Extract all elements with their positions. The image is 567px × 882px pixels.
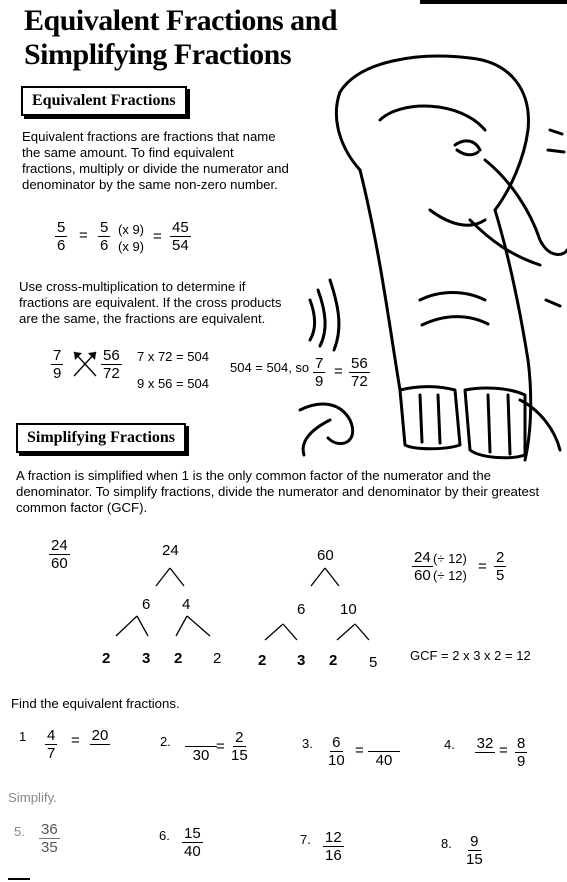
page-title-line1: Equivalent Fractions and — [24, 4, 338, 37]
equivalent-fractions-heading: Equivalent Fractions — [21, 86, 187, 116]
simplifying-fractions-heading: Simplifying Fractions — [16, 423, 186, 453]
cross-multiplication-paragraph — [19, 279, 281, 327]
exercise-number: 7. — [300, 832, 311, 847]
paragraph-line: Use cross-multiplication to determine if — [19, 279, 246, 294]
exercise-1-fraction-b: 20 — [91, 727, 109, 744]
elephant-illustration — [270, 50, 567, 480]
exercise-number: 6. — [159, 828, 170, 843]
exercise-6-fraction: $\frac{15}{40}$ — [184, 825, 201, 860]
tree-leaf: 2 — [174, 650, 183, 667]
exercise-1-fraction-a: $\frac{4}{7}$ — [47, 727, 56, 762]
tree-node: 6 — [297, 601, 306, 618]
tree-node: 10 — [340, 601, 357, 618]
cross-multiply-arrows-icon — [72, 350, 98, 378]
exercise-3-fraction-b: 40 — [368, 734, 400, 769]
exercise-2-fraction-b: $\frac{2}{15}$ — [231, 729, 248, 764]
exercise-number: 5. — [14, 824, 25, 839]
gcf-equation: GCF = 2 x 3 x 2 = 12 — [410, 648, 531, 663]
page-title-line2: Simplifying Fractions — [24, 38, 292, 71]
tree-leaf: 2 — [213, 650, 222, 667]
equals-sign: = — [216, 738, 225, 755]
exercise-4-fraction-b: $\frac{8}{9}$ — [517, 735, 526, 770]
division-fraction: $\frac{24}{60}$ — [414, 549, 431, 584]
division-result-fraction: $\frac{2}{5}$ — [496, 549, 505, 584]
exercise-8-fraction: $\frac{9}{15}$ — [466, 833, 483, 868]
tree-leaf: 2 — [329, 652, 338, 669]
example-fraction-3: $\frac{45}{54}$ — [172, 219, 189, 254]
tree-node: 4 — [182, 596, 191, 613]
tree-leaf: 3 — [297, 652, 306, 669]
paragraph-line: denominator. To simplify fractions, divide the numerator and denominator by their greatest — [16, 484, 540, 499]
paragraph-line: fractions are equivalent. If the cross products — [19, 295, 282, 310]
exercise-number: 4. — [444, 737, 455, 752]
equals-sign: = — [79, 227, 88, 244]
tree-leaf: 2 — [258, 652, 267, 669]
exercise-number: 8. — [441, 836, 452, 851]
cross-product-2: 9 x 56 = 504 — [137, 376, 209, 391]
example-fraction-2: $\frac{5}{6}$ — [100, 219, 109, 254]
exercise-number: 1 — [19, 729, 27, 744]
simplifying-paragraph — [16, 468, 564, 516]
find-equivalent-instruction: Find the equivalent fractions. — [11, 696, 180, 711]
equals-sign: = — [355, 742, 364, 759]
paragraph-line: A fraction is simplified when 1 is the only common factor of the numerator and the — [16, 468, 491, 483]
paragraph-line: denominator by the same non-zero number. — [22, 177, 278, 192]
tree-leaf: 3 — [142, 650, 151, 667]
exercise-4-fraction-a: 32 — [476, 735, 494, 752]
tree-node: 6 — [142, 596, 151, 613]
cross-product-1: 7 x 72 = 504 — [137, 349, 209, 364]
exercise-3-fraction-a: $\frac{6}{10}$ — [328, 734, 345, 769]
simplify-instruction: Simplify. — [8, 790, 57, 805]
cross-fraction-a: $\frac{7}{9}$ — [53, 347, 62, 382]
equals-sign: = — [334, 363, 343, 380]
paragraph-line: common factor (GCF). — [16, 500, 148, 515]
cross-conclusion: 504 = 504, so — [230, 360, 310, 375]
tree-node: 60 — [317, 547, 334, 564]
paragraph-line: the same amount. To find equivalent — [22, 145, 234, 160]
divisor-denominator: (÷ 12) — [433, 568, 467, 583]
cross-fraction-c: $\frac{7}{9}$ — [315, 355, 324, 390]
tree-leaf: 5 — [369, 654, 378, 671]
paragraph-line: fractions, multiply or divide the numerator and — [22, 161, 289, 176]
exercise-2-fraction-a: 30 — [185, 729, 217, 764]
exercise-5-fraction: $\frac{36}{35}$ — [41, 821, 58, 856]
cross-fraction-d: $\frac{56}{72}$ — [351, 355, 368, 390]
bottom-rule — [8, 878, 30, 880]
cross-fraction-b: $\frac{56}{72}$ — [103, 347, 120, 382]
multiplier-numerator: (x 9) — [118, 222, 144, 237]
equals-sign: = — [71, 732, 80, 749]
exercise-number: 3. — [302, 736, 313, 751]
paragraph-line: are the same, the fractions are equivalent. — [19, 311, 266, 326]
tree-leaf: 2 — [102, 650, 111, 667]
exercise-7-fraction: $\frac{12}{16}$ — [325, 829, 342, 864]
paragraph-line: Equivalent fractions are fractions that name — [22, 129, 276, 144]
equivalent-paragraph — [22, 129, 289, 193]
equals-sign: = — [153, 228, 162, 245]
equals-sign: = — [478, 558, 487, 575]
simplify-example-fraction: $\frac{24}{60}$ — [51, 537, 68, 572]
multiplier-denominator: (x 9) — [118, 239, 144, 254]
top-corner-bar — [420, 0, 567, 4]
exercise-number: 2. — [160, 734, 171, 749]
divisor-numerator: (÷ 12) — [433, 551, 467, 566]
example-fraction-1: $\frac{5}{6}$ — [57, 219, 66, 254]
equals-sign: = — [499, 742, 508, 759]
tree-node: 24 — [162, 542, 179, 559]
